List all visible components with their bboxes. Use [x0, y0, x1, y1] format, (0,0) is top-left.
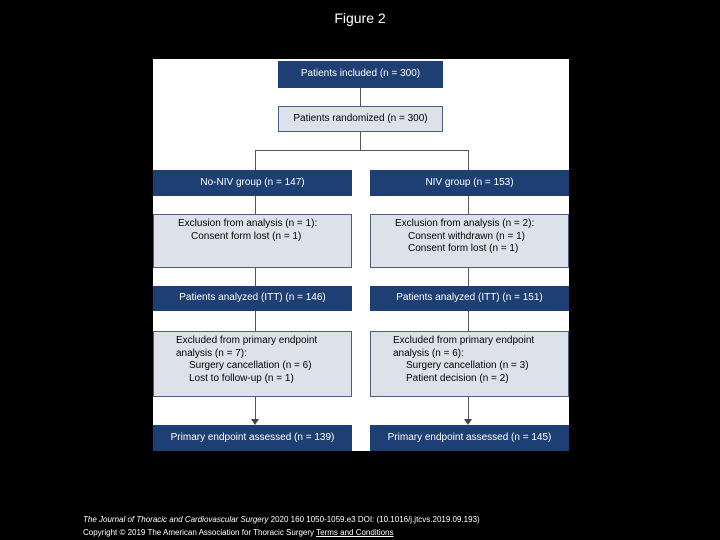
niv-group-box — [370, 170, 569, 196]
connector-line — [468, 196, 469, 214]
connector-line — [255, 268, 256, 286]
right-assessed-label: Primary endpoint assessed (n = 145) — [387, 431, 552, 443]
journal-name: The Journal of Thoracic and Cardiovascular Surgery — [83, 515, 269, 524]
connector-line — [468, 268, 469, 286]
excluded-title: analysis (n = 6): — [393, 347, 464, 359]
connector-line — [255, 150, 469, 151]
left-analyzed-label: Patients analyzed (ITT) (n = 146) — [179, 292, 326, 304]
excluded-title: Excluded from primary endpoint — [176, 335, 318, 346]
left-excluded-endpoint-box — [153, 331, 352, 397]
left-assessed-label: Primary endpoint assessed (n = 139) — [170, 431, 335, 443]
excluded-item: Lost to follow-up (n = 1) — [189, 372, 294, 384]
patients-randomized-label: Patients randomized (n = 300) — [293, 112, 428, 124]
connector-line — [255, 311, 256, 331]
right-analyzed-label: Patients analyzed (ITT) (n = 151) — [396, 292, 543, 304]
right-excluded-endpoint-box — [370, 331, 569, 397]
exclusion-item: Consent form lost (n = 1) — [191, 230, 302, 242]
patients-randomized-box — [278, 106, 443, 132]
connector-line — [468, 150, 469, 170]
right-analyzed-box — [370, 286, 569, 311]
citation-text: 2020 160 1050-1059.e3 DOI: (10.1016/j.jtcvs.2019.09.193) — [268, 515, 480, 524]
connector-line — [255, 397, 256, 419]
left-exclusion-box — [153, 214, 352, 268]
excluded-item: Surgery cancellation (n = 3) — [406, 360, 529, 371]
exclusion-item: Consent form lost (n = 1) — [408, 243, 519, 254]
right-assessed-box — [370, 425, 569, 451]
connector-line — [468, 311, 469, 331]
citation-line — [83, 515, 480, 524]
exclusion-title: Exclusion from analysis (n = 2): — [395, 218, 535, 229]
left-analyzed-box — [153, 286, 352, 311]
copyright-text: Copyright © 2019 The American Association for Thoracic Surgery — [83, 528, 315, 537]
connector-line — [360, 88, 361, 106]
terms-link[interactable]: Terms and Conditions — [316, 528, 394, 537]
excluded-title: analysis (n = 7): — [176, 347, 247, 359]
flowchart — [153, 59, 569, 451]
patients-included-box — [278, 61, 443, 88]
connector-line — [255, 196, 256, 214]
left-assessed-box — [153, 425, 352, 451]
connector-line — [468, 397, 469, 419]
patients-included-label: Patients included (n = 300) — [300, 68, 421, 80]
excluded-item: Surgery cancellation (n = 6) — [189, 360, 312, 371]
exclusion-item: Consent withdrawn (n = 1) — [408, 230, 526, 242]
connector-line — [360, 132, 361, 150]
page-title: Figure 2 — [334, 10, 386, 26]
excluded-item: Patient decision (n = 2) — [406, 372, 509, 384]
niv-group-label: NIV group (n = 153) — [425, 176, 514, 188]
copyright-line — [83, 528, 394, 537]
no-niv-group-label: No-NIV group (n = 147) — [200, 176, 305, 188]
excluded-title: Excluded from primary endpoint — [393, 335, 535, 346]
connector-line — [255, 150, 256, 170]
no-niv-group-box — [153, 170, 352, 196]
exclusion-title: Exclusion from analysis (n = 1): — [178, 218, 318, 229]
right-exclusion-box — [370, 214, 569, 268]
